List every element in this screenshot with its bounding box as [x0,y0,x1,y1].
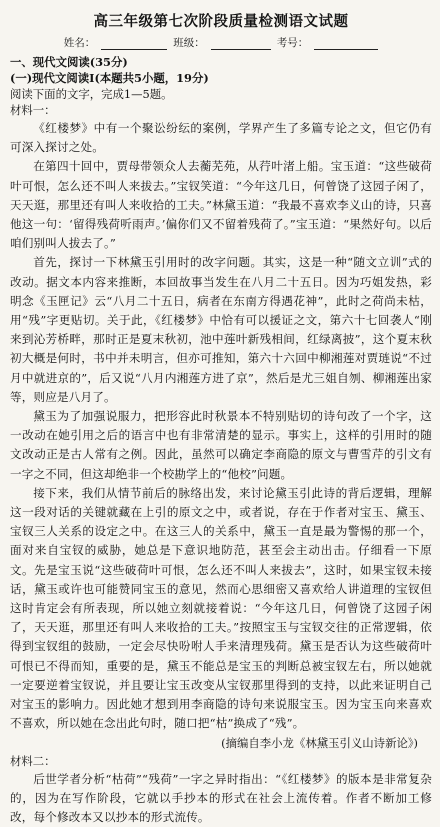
number-blank[interactable] [314,38,378,50]
section-heading: 一、现代文阅读(35分) [10,54,432,70]
paragraph: 接下来，我们从情节前后的脉络出发，来讨论黛玉引此诗的背后逻辑，理解这一段对话的关键就藏在上引的原文之中，或者说，存在于作者对宝玉、黛玉、宝钗三人关系的设定之中。在这三人的关系中，黛玉一直是最为警惕的那一个，面对来自宝钗的威胁，她总是下意识地防范，甚至会主动出击。仔细看一下原文。先是宝玉说“这些破荷叶可恨，怎么还不叫人来拔去”，这时，如果宝钗未接话，黛玉或许也可能赞同宝玉的意见，然而心思细密又喜欢给人讲道理的宝钗但这时肯定会有所表现，所以她立刻就接着说：“今年这几日，何曾饶了这园子闲了，天天逛，那里还有叫人来收拾的工夫。”按照宝玉与宝钗交往的正常逻辑，依得到宝钗组的鼓励，一定会尽快吩咐人手来清理残荷。黛玉是否认为这些破荷叶可恨已不得而知，重要的是，黛玉不能总是宝玉的判断总被宝钗左右，所以她就一定要逆着宝钗说，并且要让宝玉改变从宝钗那里得到的支持，以此来证明自己对宝玉的影响力。因此她才想到用李商隐的诗句来说服宝玉。因为宝玉向来喜欢不喜欢，所以她在念出此句时，随口把“枯”换成了“残”。 [10,484,432,734]
name-label: 姓名： [64,35,96,50]
material-one-label: 材料一： [10,102,432,119]
paragraph: 《红楼梦》中有一个聚讼纷纭的案例，学界产生了多篇专论之文，但它仍有可深入探讨之处。 [10,119,432,157]
paragraph: 在第四十回中，贾母带领众人去蘅芜苑，从荇叶渚上船。宝玉道：“这些破荷叶可恨，怎么还不叫人来拔去。”宝钗笑道：“今年这几日，何曾饶了这园子闲了，天天逛，那里还有叫人来收拾的工夫。”林黛玉道：“我最不喜欢李义山的诗，只喜他这一句：‘留得残荷听雨声。’偏你们又不留着残荷了。”宝玉道：“果然好句。以后咱们别叫人拔去了。” [10,157,432,253]
source-citation: (摘编自李小龙《林黛玉引义山诗新论》) [10,734,432,753]
paragraph: 黛玉为了加强说服力，把形容此时秋景本不特别贴切的诗句改了一个字，这一改动在她引用之后的语言中也有非常清楚的显示。事实上，这样的引用时的随文改动正是古人常有之例。因此，虽然可以确定李商隐的原文与曹雪芹的引文有一字之不同，但这却绝非一个校勘学上的“他校”问题。 [10,407,432,484]
class-blank[interactable] [211,38,271,50]
name-blank[interactable] [101,38,167,50]
material-two-label: 材料二： [10,753,432,770]
class-label: 班级： [173,35,205,50]
student-info-line [10,35,432,50]
paragraph: 后世学者分析“枯荷”“残荷”一字之异时指出：“《红楼梦》的版本是非常复杂的，因为在写作阶段，它就以手抄本的形式在社会上流传着。作者不断加工修改，每个修改本又以抄本的形式流传。 [10,770,432,827]
subsection-heading: (一)现代文阅读Ⅰ(本题共5小题，19分) [10,70,432,86]
instruction-text: 阅读下面的文字，完成1—5题。 [10,86,432,102]
exam-title: 高三年级第七次阶段质量检测语文试题 [10,10,432,31]
paragraph: 首先，探讨一下林黛玉引用时的改字问题。其实，这是一种“随文立训”式的改动。据文本内容来推断，本回故事当发生在八月二十五日。因为巧姐发热，彩明念《玉匣记》云“八月二十五日，病者在东南方得遇花神”，此时之荷尚未枯，用“残”字更贴切。关于此，《红楼梦》中恰有可以援证之文，第六十七回袭人“刚来到沁芳桥畔，那时正是夏末秋初，池中莲叶新残相间，红绿离披”，这个夏末秋初大概是何时，书中并未明言，但亦可推知，第六十六回中柳湘莲对贾琏说“不过月中就进京的”，后又说“八月内湘莲方进了京”，然后是尤三姐自刎、柳湘莲出家等，则应是八月了。 [10,253,432,407]
number-label: 考号： [277,35,309,50]
